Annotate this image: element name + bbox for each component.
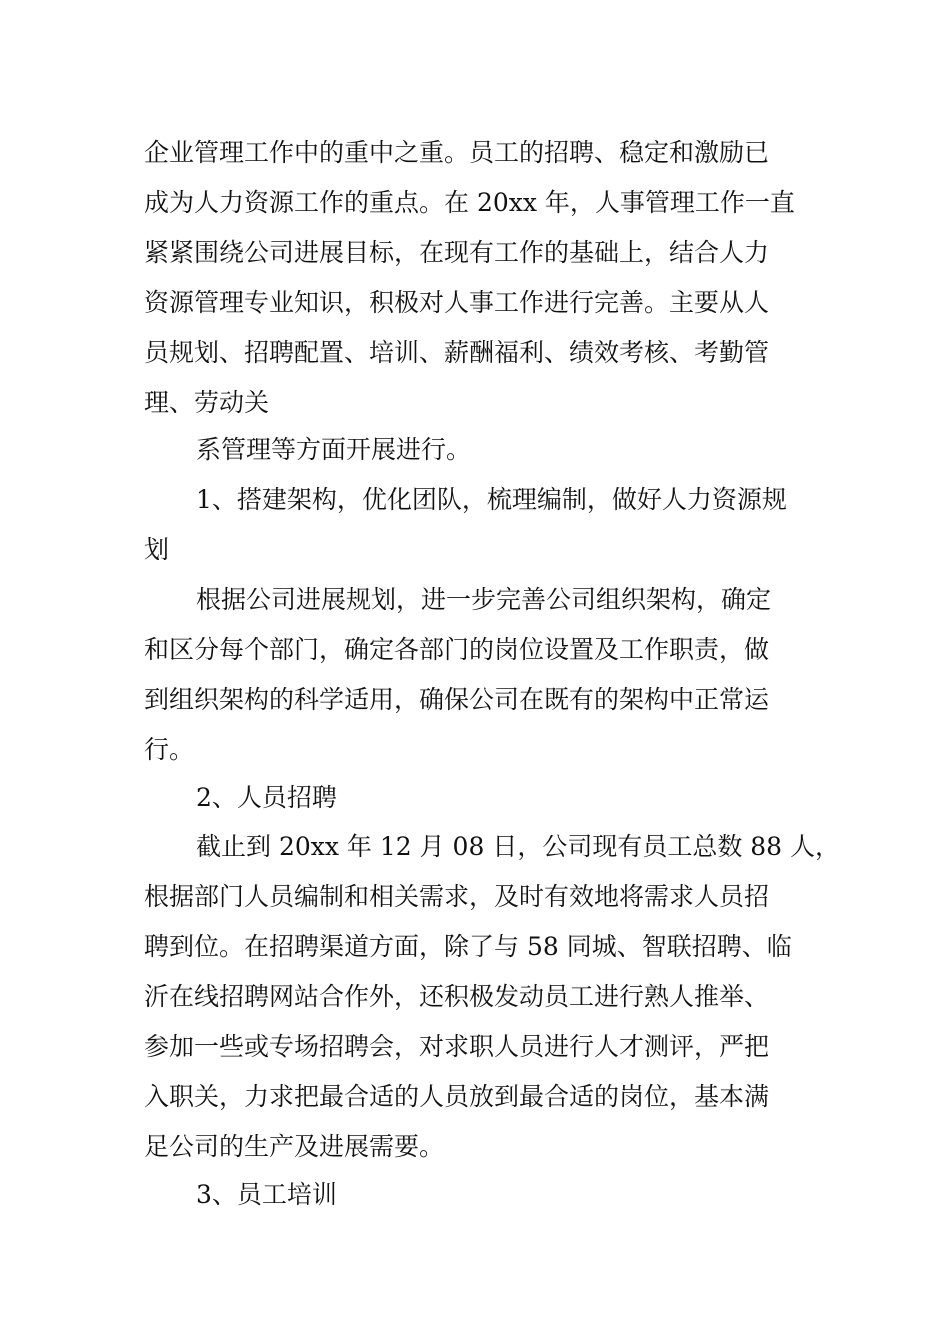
section-2-heading <box>144 773 808 823</box>
text-line: 3、员工培训 <box>196 1180 337 1209</box>
text-line: 员规划、招聘配置、培训、薪酬福利、绩效考核、考勤管 <box>144 338 770 367</box>
text-line: 根据公司进展规划，进一步完善公司组织架构，确定 <box>196 585 772 614</box>
text-line: 足公司的生产及进展需要。 <box>144 1132 445 1161</box>
text-line: 沂在线招聘网站合作外，还积极发动员工进行熟人推举、 <box>144 982 770 1011</box>
text-line: 聘到位。在招聘渠道方面，除了与 58 同城、智联招聘、临 <box>144 932 792 961</box>
section-1-heading <box>144 475 808 575</box>
text-line: 紧紧围绕公司进展目标，在现有工作的基础上，结合人力 <box>144 238 770 267</box>
text-line: 资源管理专业知识，积极对人事工作进行完善。主要从人 <box>144 288 770 317</box>
text-line: 到组织架构的科学适用，确保公司在既有的架构中正常运 <box>144 685 770 714</box>
text-line: 参加一些或专场招聘会，对求职人员进行人才测评，严把 <box>144 1032 770 1061</box>
text-line: 成为人力资源工作的重点。在 20xx 年，人事管理工作一直 <box>144 188 795 217</box>
section-3-heading <box>144 1170 808 1220</box>
text-line: 企业管理工作中的重中之重。员工的招聘、稳定和激励已 <box>144 138 770 167</box>
text-line: 根据部门人员编制和相关需求，及时有效地将需求人员招 <box>144 882 770 911</box>
section-1-body <box>144 575 808 775</box>
text-line: 入职关，力求把最合适的人员放到最合适的岗位，基本满 <box>144 1082 770 1111</box>
text-line: 和区分每个部门，确定各部门的岗位设置及工作职责，做 <box>144 635 770 664</box>
text-line: 理、劳动关 <box>144 388 270 417</box>
text-line: 划 <box>144 535 170 564</box>
section-2-body <box>144 822 841 1172</box>
intro-paragraph <box>144 128 808 428</box>
text-line: 1、搭建架构，优化团队，梳理编制，做好人力资源规 <box>196 485 787 514</box>
text-line: 截止到 20xx 年 12 月 08 日，公司现有员工总数 88 人， <box>196 832 841 861</box>
intro-continuation <box>196 425 808 475</box>
text-line: 2、人员招聘 <box>196 783 337 812</box>
text-line: 系管理等方面开展进行。 <box>196 435 472 464</box>
text-line: 行。 <box>144 735 195 764</box>
